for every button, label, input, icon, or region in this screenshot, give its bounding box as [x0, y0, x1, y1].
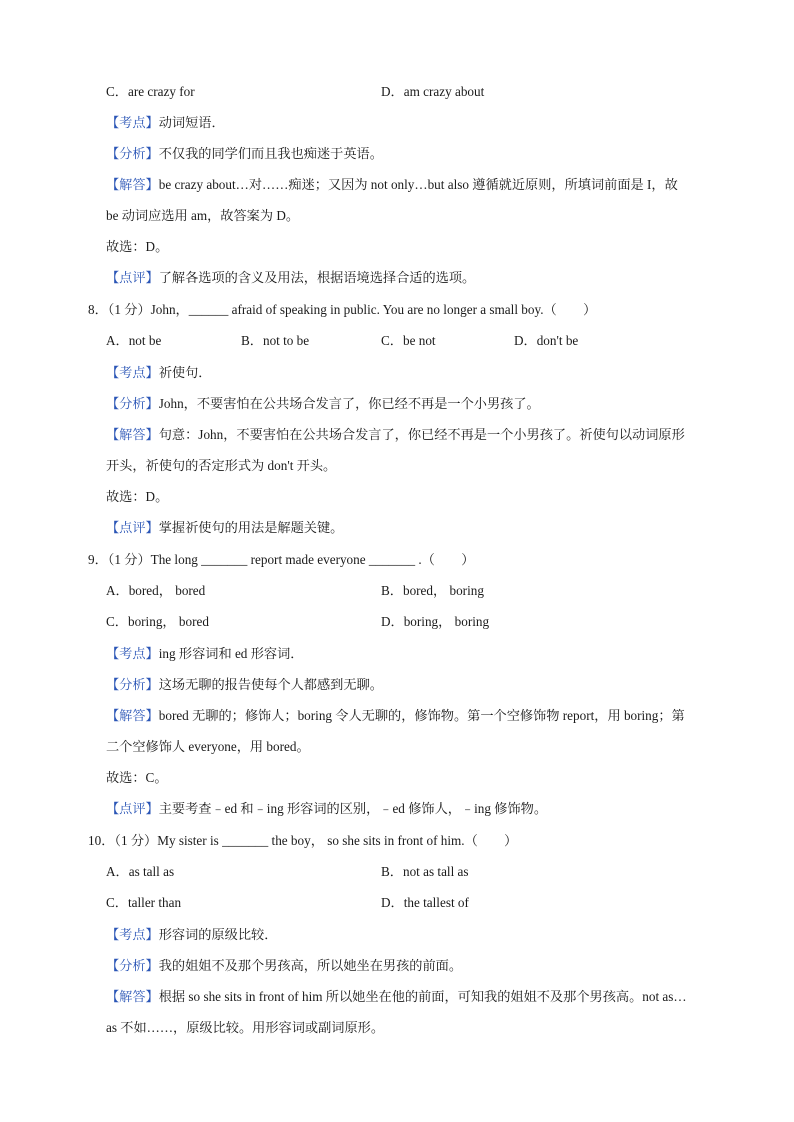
option-b: B．not to be — [241, 333, 310, 348]
option-c: C．be not — [381, 333, 436, 348]
jieda-tag: 【解答】 — [106, 708, 159, 723]
dianping-tag: 【点评】 — [106, 270, 159, 285]
fenxi-tag: 【分析】 — [106, 958, 159, 973]
jieda-continuation: as 不如……，原级比较。用形容词或副词原形。 — [106, 1020, 385, 1035]
option-d: D．am crazy about — [381, 84, 485, 99]
option-a: A．as tall as — [106, 864, 175, 879]
kaodian-tag: 【考点】 — [106, 927, 159, 942]
jieda-text: 句意：John，不要害怕在公共场合发言了，你已经不再是一个小男孩了。祈使句以动词原形 — [158, 427, 685, 442]
jieda-row — [106, 988, 687, 1006]
fenxi-tag: 【分析】 — [106, 146, 159, 161]
dianping-text: 了解各选项的含义及用法，根据语境选择合适的选项。 — [158, 270, 476, 285]
kaodian-tag: 【考点】 — [106, 646, 159, 661]
option-c: C．are crazy for — [106, 84, 195, 99]
jieda-tag: 【解答】 — [106, 427, 159, 442]
dianping-tag: 【点评】 — [106, 520, 159, 535]
option-c: C．boring， bored — [106, 614, 209, 629]
kaodian-text: 动词短语． — [158, 115, 225, 130]
jieda-text: bored 无聊的；修饰人；boring 令人无聊的，修饰物。第一个空修饰物 report，用 boring；第 — [158, 708, 685, 723]
fenxi-row — [106, 676, 383, 694]
dianping-text: 掌握祈使句的用法是解题关键。 — [158, 520, 344, 535]
dianping-row — [106, 269, 475, 287]
kaodian-row — [106, 114, 225, 132]
kaodian-text: ing 形容词和 ed 形容词． — [158, 646, 304, 661]
option-d: D．don't be — [514, 333, 579, 348]
jieda-tag: 【解答】 — [106, 989, 159, 1004]
jieda-continuation: be 动词应选用 am，故答案为 D。 — [106, 208, 300, 223]
answer-line: 故选：D。 — [106, 239, 169, 254]
option-b: B．bored， boring — [381, 583, 484, 598]
fenxi-row — [106, 145, 383, 163]
jieda-row — [106, 426, 685, 444]
fenxi-tag: 【分析】 — [106, 396, 159, 411]
answer-line: 故选：D。 — [106, 489, 169, 504]
dianping-row — [106, 800, 547, 818]
question-9-stem: 9．（1 分）The long _______ report made everyone _______ .（ ） — [88, 552, 475, 567]
kaodian-tag: 【考点】 — [106, 115, 159, 130]
jieda-tag: 【解答】 — [106, 177, 159, 192]
jieda-row — [106, 707, 685, 725]
fenxi-text: 这场无聊的报告使每个人都感到无聊。 — [158, 677, 383, 692]
option-d: D．boring， boring — [381, 614, 490, 629]
fenxi-text: John，不要害怕在公共场合发言了，你已经不再是一个小男孩了。 — [158, 396, 540, 411]
option-a: A．bored， bored — [106, 583, 206, 598]
kaodian-row — [106, 645, 303, 663]
fenxi-row — [106, 395, 540, 413]
kaodian-text: 祈使句． — [158, 365, 212, 380]
option-a: A．not be — [106, 333, 162, 348]
dianping-row — [106, 519, 343, 537]
jieda-text: 根据 so she sits in front of him 所以她坐在他的前面，可知我的姐姐不及那个男孩高。not as… — [158, 989, 687, 1004]
option-b: B．not as tall as — [381, 864, 469, 879]
kaodian-tag: 【考点】 — [106, 365, 159, 380]
fenxi-row — [106, 957, 462, 975]
fenxi-text: 不仅我的同学们而且我也痴迷于英语。 — [158, 146, 383, 161]
answer-line: 故选：C。 — [106, 770, 168, 785]
kaodian-row — [106, 926, 277, 944]
fenxi-text: 我的姐姐不及那个男孩高，所以她坐在男孩的前面。 — [158, 958, 463, 973]
jieda-continuation: 开头，祈使句的否定形式为 don't 开头。 — [106, 458, 337, 473]
jieda-text: be crazy about…对……痴迷；又因为 not only…but also 遵循就近原则，所填词前面是 I，故 — [158, 177, 678, 192]
fenxi-tag: 【分析】 — [106, 677, 159, 692]
dianping-text: 主要考查﹣ed 和﹣ing 形容词的区别，﹣ed 修饰人，﹣ing 修饰物。 — [158, 801, 548, 816]
question-8-stem: 8．（1 分）John，______ afraid of speaking in public. You are no longer a small boy.（ ） — [88, 302, 597, 317]
kaodian-row — [106, 364, 212, 382]
option-d: D．the tallest of — [381, 895, 469, 910]
jieda-continuation: 二个空修饰人 everyone，用 bored。 — [106, 739, 310, 754]
question-10-stem: 10．（1 分）My sister is _______ the boy， so she sits in front of him.（ ） — [88, 833, 518, 848]
dianping-tag: 【点评】 — [106, 801, 159, 816]
jieda-row — [106, 176, 678, 194]
option-c: C．taller than — [106, 895, 182, 910]
kaodian-text: 形容词的原级比较． — [158, 927, 278, 942]
